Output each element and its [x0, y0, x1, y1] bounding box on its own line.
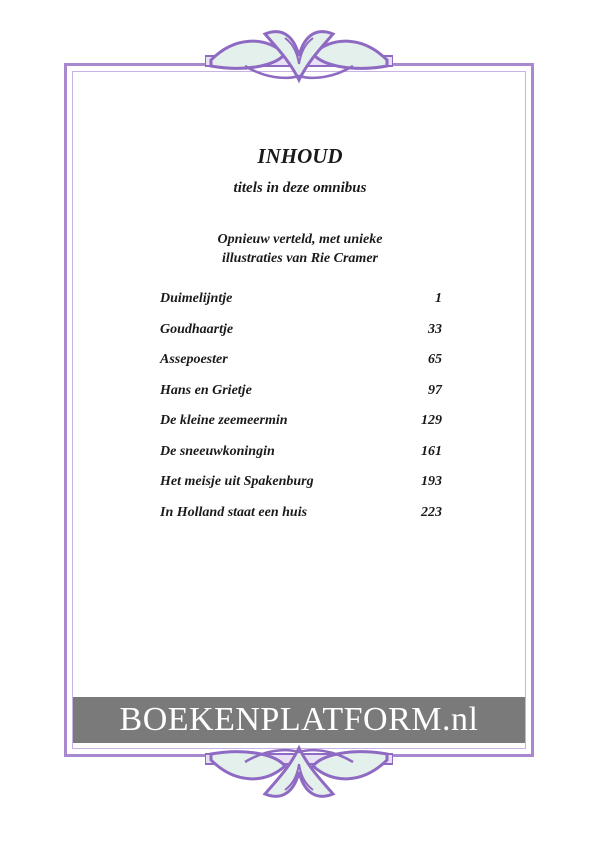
toc-row	[160, 444, 442, 475]
toc-row	[160, 505, 442, 536]
toc-row	[160, 291, 442, 322]
toc-row	[160, 474, 442, 505]
toc-title: De kleine zeemeermin	[160, 413, 288, 428]
toc-page: 65	[428, 352, 442, 367]
toc-title: In Holland staat een huis	[160, 504, 308, 520]
toc-title: Het meisje uit Spakenburg	[160, 474, 314, 489]
page-title: INHOUD	[257, 144, 343, 168]
toc-title: Hans en Grietje	[160, 382, 252, 398]
art-nouveau-top-ornament	[205, 26, 393, 86]
toc-title: De sneeuwkoningin	[160, 443, 275, 459]
toc-title: Goudhaartje	[160, 321, 234, 337]
toc-title: Assepoester	[160, 352, 228, 367]
table-of-contents	[160, 291, 442, 535]
toc-page: 1	[435, 291, 442, 306]
intro-line-1: Opnieuw verteld, met unieke	[217, 232, 383, 247]
toc-row	[160, 322, 442, 353]
toc-page: 161	[421, 443, 442, 459]
intro-text	[0, 230, 600, 268]
toc-page: 129	[421, 413, 442, 428]
art-nouveau-bottom-ornament	[205, 738, 393, 802]
toc-page: 33	[428, 321, 442, 337]
page-subtitle: titels in deze omnibus	[233, 180, 367, 196]
toc-row	[160, 383, 442, 414]
intro-line-2: illustraties van Rie Cramer	[222, 251, 378, 266]
toc-page: 223	[421, 504, 442, 520]
toc-page: 97	[428, 382, 442, 398]
toc-page: 193	[421, 474, 442, 489]
toc-row	[160, 352, 442, 383]
toc-title: Duimelijntje	[160, 291, 233, 306]
watermark-banner: BOEKENPLATFORM.nl	[73, 697, 525, 743]
toc-row	[160, 413, 442, 444]
